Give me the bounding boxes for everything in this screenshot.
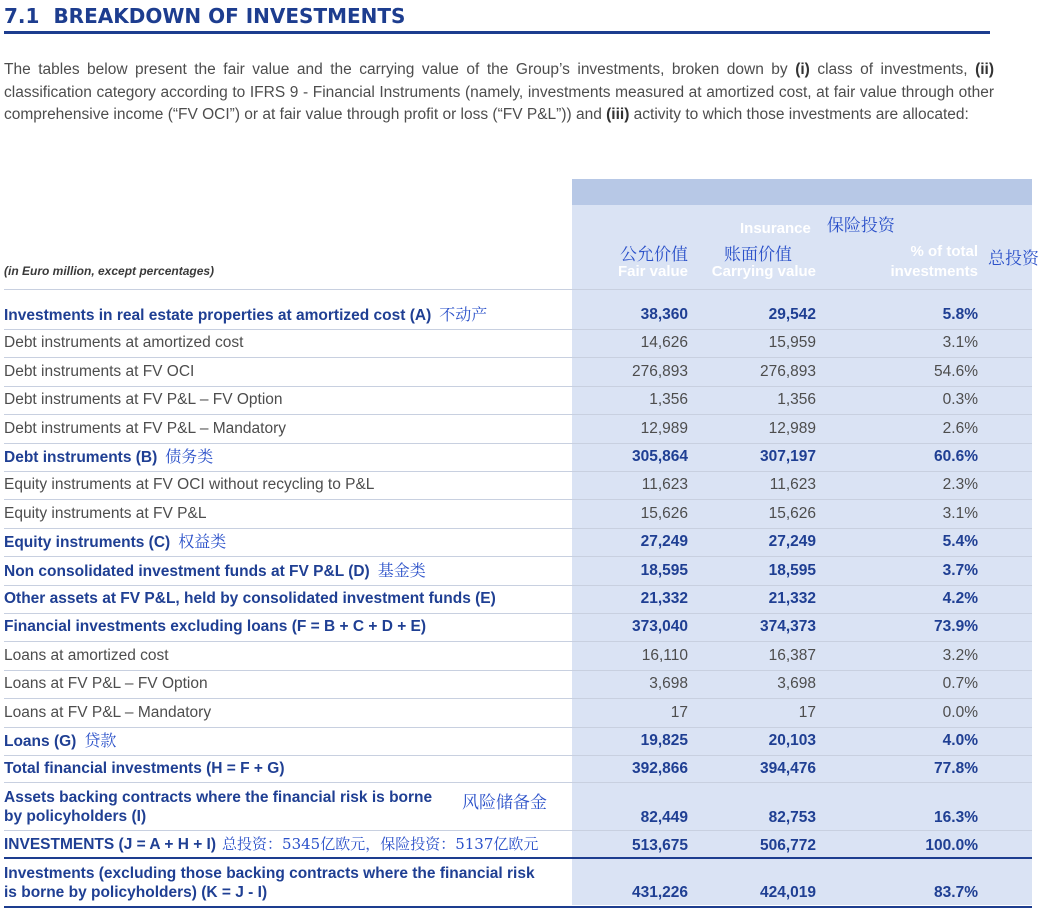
carrying-value-cell: 18,595 <box>768 562 816 579</box>
section-heading <box>4 4 990 28</box>
row-divider <box>4 329 1032 330</box>
intro-text-3: classification category according to IFRS 9 - Financial Instruments (namely, investments measured at amortized cost, at fair value through other comprehensive income (“FV OCI”) or at fair value through profit or loss (“FV P&L”)) and <box>4 83 994 123</box>
row-label-line1: Investments (excluding those backing contracts where the financial risk <box>4 865 535 882</box>
pct-header-line2: investments <box>890 263 978 280</box>
heading-rule <box>4 31 990 34</box>
row-label-line2: is borne by policyholders) (K = J - I) <box>4 884 268 901</box>
pct-cell: 0.0% <box>942 704 978 721</box>
row-divider <box>4 357 1032 358</box>
pct-header-cn: 总投资 <box>988 249 1039 269</box>
row-label: Loans (G) 贷款 <box>4 731 117 750</box>
fair-value-cell: 11,623 <box>641 476 688 493</box>
fair-value-cell: 16,110 <box>641 647 688 664</box>
header-rule <box>4 289 1032 290</box>
intro-marker-1: (i) <box>795 61 810 78</box>
intro-marker-2: (ii) <box>975 61 994 78</box>
row-label: Investments in real estate properties at amortized cost (A) 不动产 <box>4 305 488 324</box>
carrying-value-cell: 15,959 <box>768 334 816 351</box>
row-label: Loans at amortized cost <box>4 647 169 664</box>
fair-value-cell: 392,866 <box>631 760 688 777</box>
row-divider <box>4 613 1032 614</box>
pct-cell: 3.2% <box>942 647 978 664</box>
fair-value-cell: 3,698 <box>649 675 688 692</box>
row-divider <box>4 556 1032 557</box>
pct-cell: 73.9% <box>934 618 978 635</box>
fair-value-cell: 513,675 <box>631 837 688 854</box>
row-divider <box>4 528 1032 529</box>
pct-cell: 54.6% <box>934 363 978 380</box>
bottom-separator <box>4 906 1032 908</box>
row-label: Loans at FV P&L – Mandatory <box>4 704 212 721</box>
carrying-value-cell: 17 <box>798 704 816 721</box>
row-label: Equity instruments at FV OCI without recycling to P&L <box>4 476 375 493</box>
row-label-cn: 总投资：5345亿欧元，保险投资：5137亿欧元 <box>222 835 539 853</box>
fair-value-cell: 1,356 <box>649 391 688 408</box>
carrying-value-cell: 11,623 <box>769 476 816 493</box>
intro-text-1: The tables below present the fair value and the carrying value of the Group’s investments, broken down by <box>4 61 796 78</box>
pct-cell: 2.6% <box>942 420 978 437</box>
row-label: Financial investments excluding loans (F = B + C + D + E) <box>4 618 427 635</box>
pct-cell: 5.4% <box>942 533 978 550</box>
pct-cell: 4.0% <box>942 732 978 749</box>
fair-value-cell: 373,040 <box>631 618 688 635</box>
row-label: Non consolidated investment funds at FV P&L (D) 基金类 <box>4 561 426 580</box>
row-label: Debt instruments (B) 债务类 <box>4 447 214 466</box>
carrying-value-cell: 3,698 <box>777 675 816 692</box>
row-label-cn: 贷款 <box>84 731 117 750</box>
row-label-cn: 风险储备金 <box>462 793 547 813</box>
carrying-value-cell: 29,542 <box>768 306 816 323</box>
row-label-cn: 不动产 <box>439 305 488 324</box>
row-divider <box>4 755 1032 756</box>
row-divider <box>4 585 1032 586</box>
carrying-value-cell: 82,753 <box>768 809 816 826</box>
fair-value-cell: 82,449 <box>640 809 688 826</box>
row-divider <box>4 499 1032 500</box>
row-divider <box>4 698 1032 699</box>
fair-value-cell: 276,893 <box>631 363 688 380</box>
carrying-value-cell: 276,893 <box>759 363 816 380</box>
carrying-value-cell: 27,249 <box>768 533 816 550</box>
intro-marker-3: (iii) <box>606 106 630 123</box>
fair-value-cell: 305,864 <box>631 448 688 465</box>
pct-cell: 3.7% <box>942 562 978 579</box>
row-label: Debt instruments at amortized cost <box>4 334 244 351</box>
pct-header-line1: % of total <box>910 243 978 260</box>
section-title: BREAKDOWN OF INVESTMENTS <box>53 4 406 28</box>
row-label: Equity instruments (C) 权益类 <box>4 532 227 551</box>
carrying-value-cell: 307,197 <box>759 448 816 465</box>
pct-cell: 16.3% <box>934 809 978 826</box>
row-label: Total financial investments (H = F + G) <box>4 760 285 777</box>
carrying-value-cell: 12,989 <box>768 420 816 437</box>
pct-cell: 60.6% <box>934 448 978 465</box>
fair-value-cell: 27,249 <box>640 533 688 550</box>
carrying-value-cell: 20,103 <box>768 732 816 749</box>
carrying-value-cell: 21,332 <box>768 590 816 607</box>
pct-cell: 5.8% <box>942 306 978 323</box>
pct-cell: 0.3% <box>942 391 978 408</box>
carrying-value-header: Carrying value <box>711 263 816 280</box>
carrying-value-cell: 374,373 <box>759 618 816 635</box>
fair-value-cell: 19,825 <box>640 732 688 749</box>
row-label-cn: 权益类 <box>178 532 227 551</box>
carrying-value-cell: 394,476 <box>759 760 816 777</box>
pct-cell: 83.7% <box>934 884 978 901</box>
row-label: Loans at FV P&L – FV Option <box>4 675 208 692</box>
fair-value-cell: 14,626 <box>640 334 688 351</box>
fair-value-cell: 18,595 <box>640 562 688 579</box>
intro-paragraph <box>4 59 994 127</box>
row-label: Debt instruments at FV OCI <box>4 363 195 380</box>
row-label-line2: by policyholders (I) <box>4 808 147 825</box>
fair-value-header: Fair value <box>617 263 688 280</box>
fair-value-cell: 15,626 <box>640 505 688 522</box>
fair-value-cell: 12,989 <box>640 420 688 437</box>
row-divider <box>4 670 1032 671</box>
row-divider <box>4 414 1032 415</box>
total-separator <box>4 857 1032 859</box>
pct-cell: 2.3% <box>942 476 978 493</box>
row-label: Debt instruments at FV P&L – FV Option <box>4 391 283 408</box>
insurance-group-label: Insurance 保险投资 <box>740 216 895 237</box>
row-label: Debt instruments at FV P&L – Mandatory <box>4 420 286 437</box>
row-label: Other assets at FV P&L, held by consolidated investment funds (E) <box>4 590 496 607</box>
row-divider <box>4 386 1032 387</box>
pct-cell: 3.1% <box>942 334 978 351</box>
pct-cell: 0.7% <box>942 675 978 692</box>
row-divider <box>4 443 1032 444</box>
fair-value-cell: 17 <box>670 704 688 721</box>
pct-cell: 4.2% <box>942 590 978 607</box>
pct-cell: 77.8% <box>934 760 978 777</box>
intro-text-2: class of investments, <box>809 61 976 78</box>
fair-value-header-cn: 公允价值 <box>620 245 688 265</box>
carrying-value-cell: 424,019 <box>759 884 816 901</box>
row-divider <box>4 782 1032 783</box>
carrying-value-cell: 15,626 <box>768 505 816 522</box>
fair-value-cell: 38,360 <box>640 306 688 323</box>
pct-cell: 3.1% <box>942 505 978 522</box>
insurance-header-band <box>572 179 1032 205</box>
row-label: Equity instruments at FV P&L <box>4 505 207 522</box>
carrying-value-header-cn: 账面价值 <box>724 245 792 265</box>
insurance-group-label-cn: 保险投资 <box>826 216 895 236</box>
pct-cell: 100.0% <box>925 837 978 854</box>
units-note: (in Euro million, except percentages) <box>4 264 215 278</box>
row-divider <box>4 727 1032 728</box>
carrying-value-cell: 16,387 <box>768 647 816 664</box>
row-label-cn: 基金类 <box>377 561 426 580</box>
row-divider <box>4 830 1032 831</box>
row-divider <box>4 641 1032 642</box>
section-number: 7.1 <box>4 4 40 28</box>
carrying-value-cell: 1,356 <box>777 391 816 408</box>
row-label-cn: 债务类 <box>165 447 214 466</box>
row-label-line1: Assets backing contracts where the financial risk is borne <box>4 789 433 806</box>
fair-value-cell: 431,226 <box>631 884 688 901</box>
row-divider <box>4 471 1032 472</box>
carrying-value-cell: 506,772 <box>759 837 816 854</box>
row-label: INVESTMENTS (J = A + H + I) 总投资：5345亿欧元，保险投资：5137亿欧元 <box>4 835 539 853</box>
fair-value-cell: 21,332 <box>640 590 688 607</box>
intro-text-4: activity to which those investments are allocated: <box>629 106 969 123</box>
